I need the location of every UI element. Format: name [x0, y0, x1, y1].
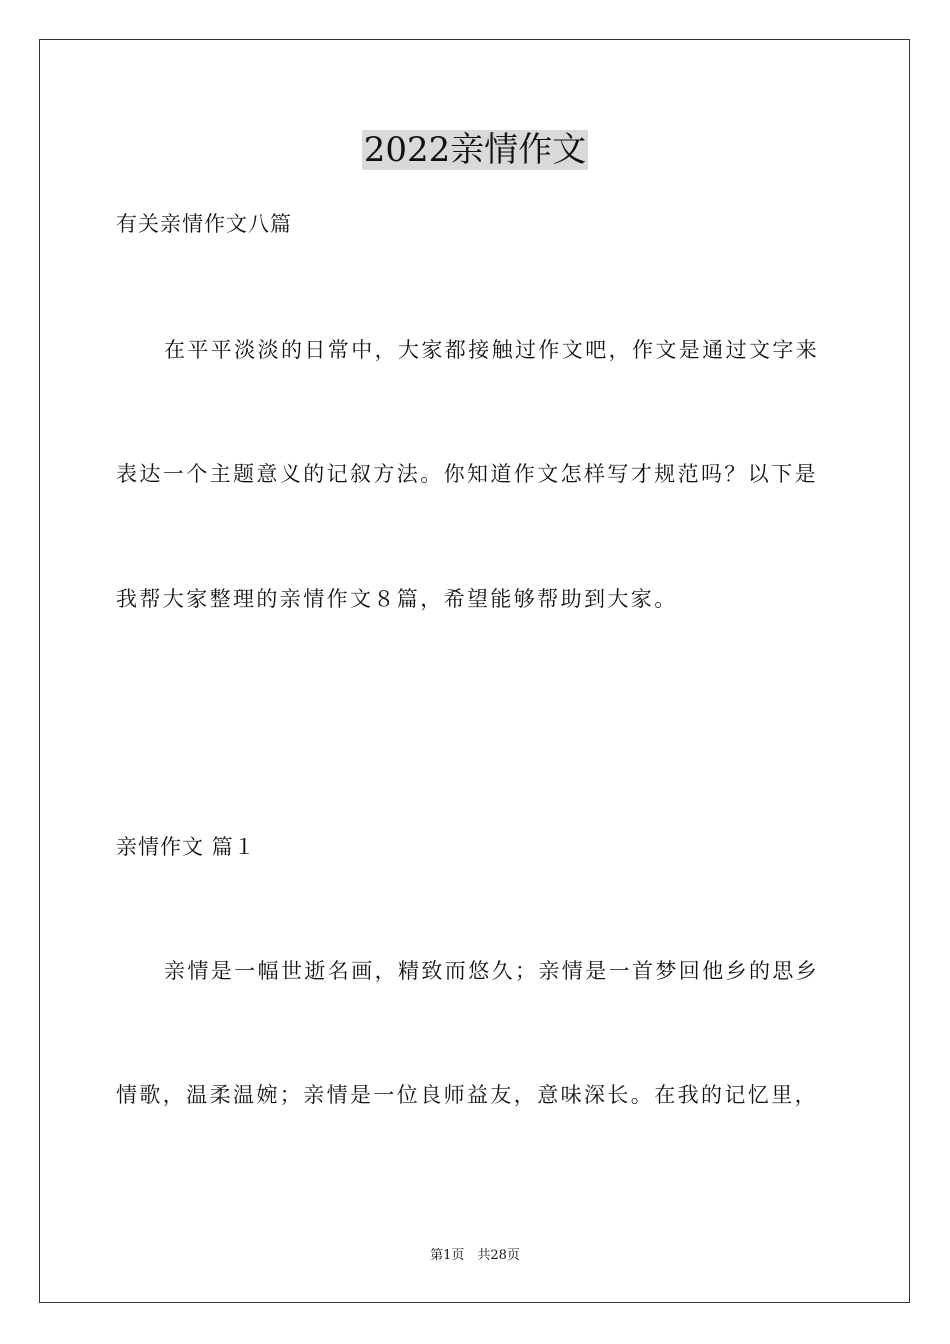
intro-paragraph-line: 在平平淡淡的日常中，大家都接触过作文吧，作文是通过文字来	[164, 338, 820, 362]
intro-paragraph-line: 表达一个主题意义的记叙方法。你知道作文怎样写才规范吗？以下是	[116, 462, 818, 486]
section-heading: 亲情作文 篇１	[116, 835, 256, 859]
intro-paragraph-line: 我帮大家整理的亲情作文８篇，希望能够帮助到大家。	[116, 587, 678, 611]
page-footer: 第1页 共28页	[430, 1248, 520, 1263]
document-title	[0, 124, 950, 176]
document-title-text: 2022亲情作文	[363, 130, 587, 170]
section-paragraph-line: 情歌，温柔温婉；亲情是一位良师益友，意味深长。在我的记忆里，	[116, 1083, 818, 1107]
section-paragraph-line: 亲情是一幅世逝名画，精致而悠久；亲情是一首梦回他乡的思乡	[164, 959, 820, 983]
document-subtitle: 有关亲情作文八篇	[116, 212, 292, 236]
